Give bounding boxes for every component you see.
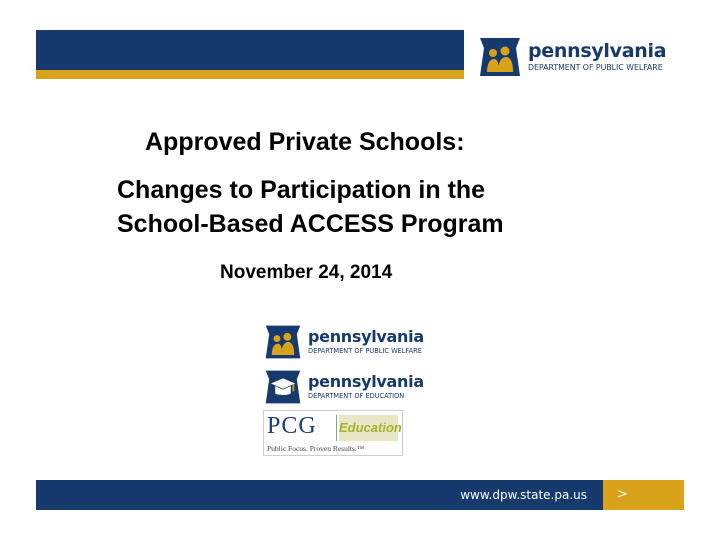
header-band xyxy=(36,30,464,70)
pcg-divider xyxy=(336,415,337,441)
keystone-family-icon xyxy=(478,36,522,78)
slide-date: November 24, 2014 xyxy=(220,262,393,283)
slide-title-line1: Approved Private Schools: xyxy=(145,128,465,156)
dpw-logo xyxy=(264,323,424,361)
footer-url-link[interactable]: www.dpw.state.pa.us xyxy=(460,488,587,502)
keystone-family-icon xyxy=(264,323,302,361)
pde-logo-department: DEPARTMENT OF EDUCATION xyxy=(308,392,405,401)
slide-title-line3: School-Based ACCESS Program xyxy=(117,210,504,238)
dpw-logo-department: DEPARTMENT OF PUBLIC WELFARE xyxy=(308,347,422,356)
footer-band xyxy=(36,480,603,510)
next-arrow-icon: > xyxy=(617,487,628,502)
keystone-graduation-cap-icon xyxy=(264,368,302,406)
pcg-education-word: Education xyxy=(339,415,398,441)
pcg-letters: PCG xyxy=(267,413,317,439)
pde-logo xyxy=(264,368,424,406)
pcg-tagline: Public Focus. Proven Results.™ xyxy=(267,444,365,453)
header-gold-stripe xyxy=(36,70,464,79)
dpw-logo-header xyxy=(478,36,666,78)
pcg-education-logo xyxy=(263,410,403,456)
slide-title-line2: Changes to Participation in the xyxy=(117,176,486,204)
logo-department: DEPARTMENT OF PUBLIC WELFARE xyxy=(528,63,663,73)
next-slide-button[interactable] xyxy=(603,480,684,510)
pde-logo-name: pennsylvania xyxy=(308,372,424,392)
logo-name: pennsylvania xyxy=(528,40,667,63)
dpw-logo-name: pennsylvania xyxy=(308,327,424,347)
